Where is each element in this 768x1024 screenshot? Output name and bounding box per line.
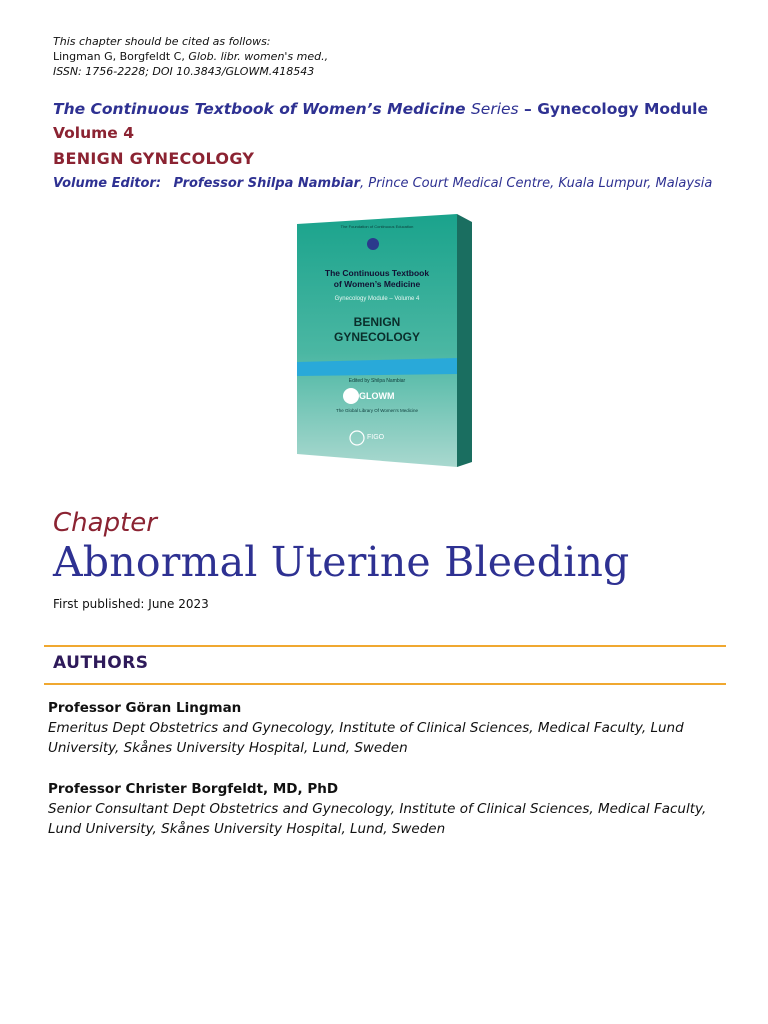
cover-edited-by: Edited by Shilpa Nambiar	[348, 378, 406, 384]
series-title: The Continuous Textbook of Women’s Medicine Series – Gynecology Module	[53, 100, 708, 118]
volume-number: Volume 4	[53, 124, 134, 142]
cover-emblem-icon	[367, 238, 379, 250]
book-spine	[457, 214, 472, 467]
authors-heading: AUTHORS	[53, 653, 149, 673]
citation-block	[53, 34, 328, 79]
cover-figo: FIGO	[367, 434, 385, 441]
author-affiliation-line: Emeritus Dept Obstetrics and Gynecology, Institute of Clinical Sciences, Medical Faculty, Lund	[48, 720, 684, 736]
cover-glowm-sub: The Global Library Of Women's Medicine	[335, 408, 419, 413]
author-affiliation-line: Lund University, Skånes University Hospital, Lund, Sweden	[48, 821, 446, 837]
citation-authors: Lingman G, Borgfeldt C, Glob. libr. women's med.,	[53, 50, 329, 63]
author-affiliation-line: Senior Consultant Dept Obstetrics and Gynecology, Institute of Clinical Sciences, Medical Faculty,	[48, 801, 707, 817]
cover-subject-line2: GYNECOLOGY	[333, 330, 420, 344]
authors-rule-top	[44, 645, 726, 647]
author-name: Professor Christer Borgfeldt, MD, PhD	[48, 781, 339, 797]
cover-glowm: GLOWM	[359, 391, 395, 401]
chapter-title: Abnormal Uterine Bleeding	[53, 538, 630, 586]
cover-top-mark: The Foundation of Continuous Education	[340, 224, 414, 229]
author-entry	[48, 698, 738, 758]
citation-issn: ISSN: 1756-2228; DOI 10.3843/GLOWM.418543	[53, 65, 315, 78]
author-entry	[48, 779, 738, 839]
publication-date: First published: June 2023	[53, 597, 209, 611]
chapter-label: Chapter	[53, 508, 157, 538]
author-name: Professor Göran Lingman	[48, 700, 242, 716]
book-cover-image	[297, 212, 473, 470]
citation-intro: This chapter should be cited as follows:	[53, 35, 271, 48]
author-affiliation-line: University, Skånes University Hospital, Lund, Sweden	[48, 740, 408, 756]
volume-title: BENIGN GYNECOLOGY	[53, 149, 255, 168]
cover-title-line1: The Continuous Textbook	[324, 268, 430, 278]
glowm-logo-icon	[343, 388, 359, 404]
volume-editor: Volume Editor: Professor Shilpa Nambiar, Prince Court Medical Centre, Kuala Lumpur, Malaysia	[53, 176, 713, 191]
cover-module: Gynecology Module – Volume 4	[334, 296, 420, 302]
authors-rule-bottom	[44, 683, 726, 685]
cover-subject-line1: BENIGN	[353, 315, 401, 329]
cover-title-line2: of Women’s Medicine	[333, 279, 421, 289]
